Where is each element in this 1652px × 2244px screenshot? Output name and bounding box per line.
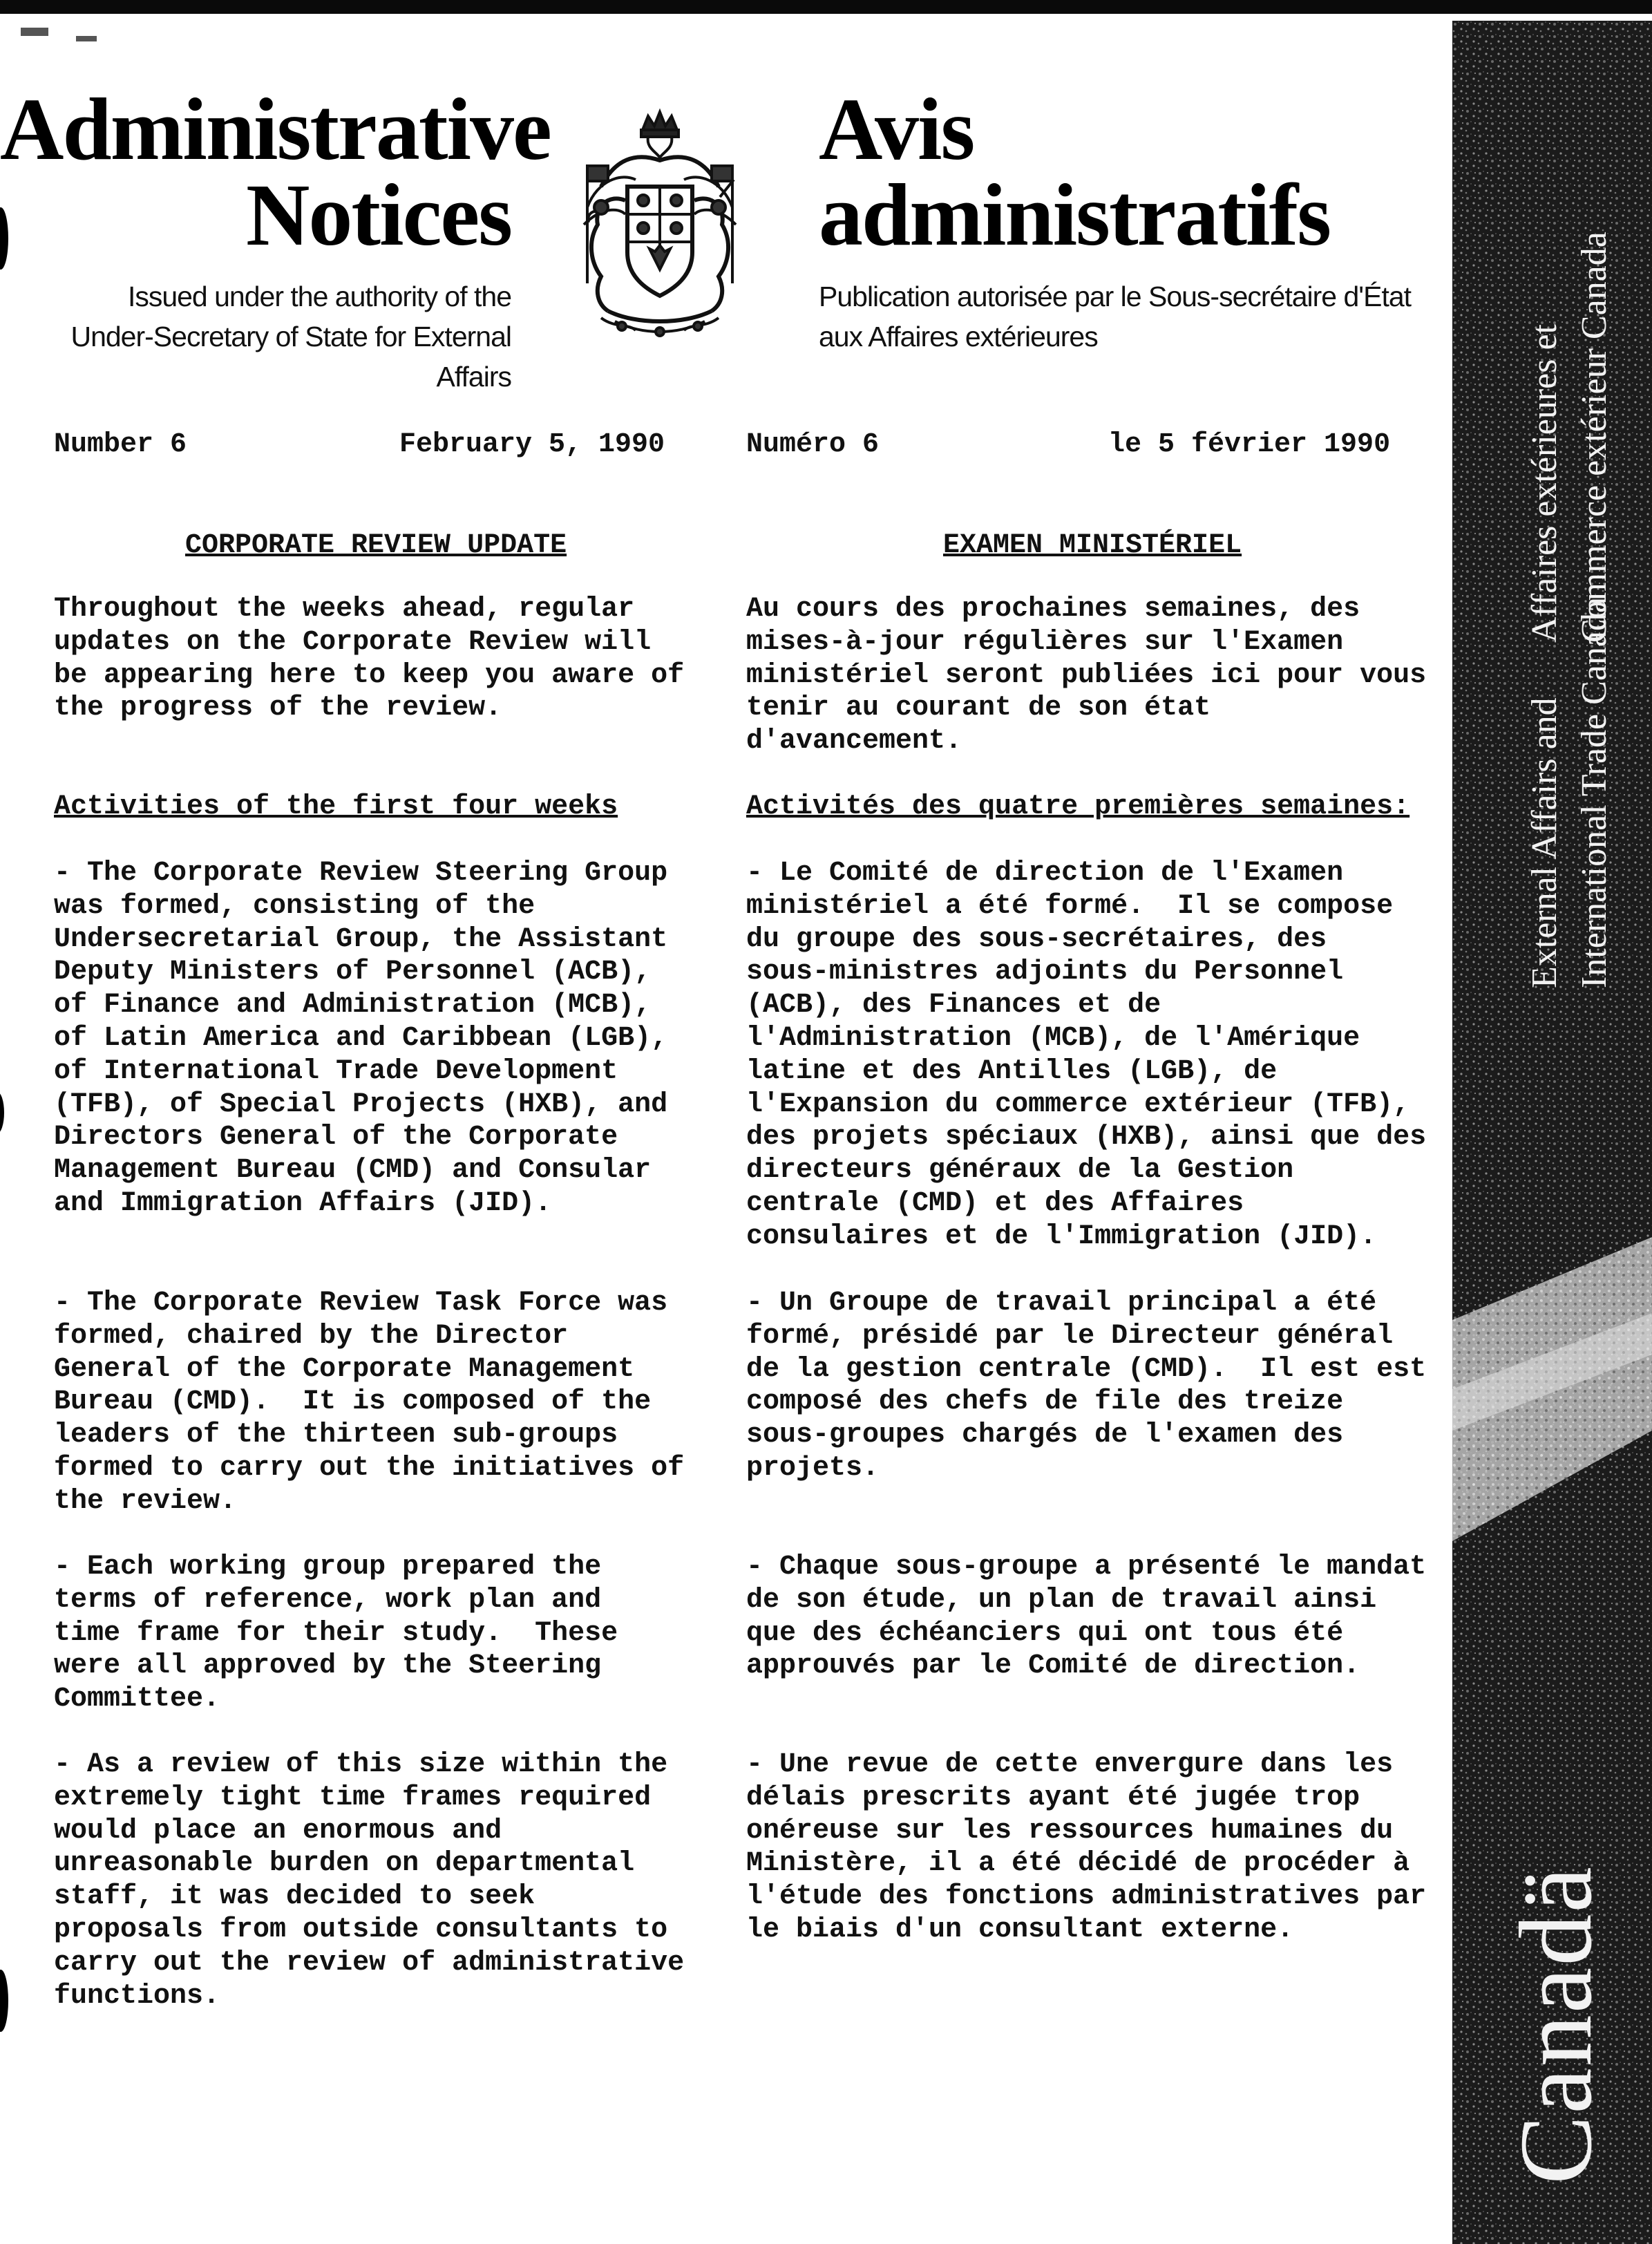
side-banner [1452, 21, 1652, 2244]
banner-text-line3: External Affairs and [1525, 697, 1564, 988]
punch-hole-mark [0, 1970, 8, 2032]
subtitle-english-line1: Issued under the authority of the [127, 281, 511, 312]
scan-speck [21, 28, 48, 36]
english-item-4: - As a review of this size within the extremely tight time frames required would place an enormous and unreasonable burden on departmental staff, it was decided to seek proposals from outside consultants to carry out the review of administrative functions. [54, 1749, 685, 2012]
title-french [819, 80, 1330, 264]
english-item-3: - Each working group prepared the terms of reference, work plan and time frame for their study. These were all approved by the Steering Committee. [54, 1552, 618, 1715]
english-item-2: - The Corporate Review Task Force was formed, chaired by the Director General of the Corporate Management Bureau (CMD). It is composed of the leaders of the thirteen sub-groups formed to carry out the initiatives of the review. [54, 1288, 685, 1517]
subtitle-french [819, 276, 1411, 357]
coat-of-arms-icon [560, 104, 760, 339]
punch-hole-mark [0, 1092, 4, 1133]
issue-date-english: February 5, 1990 [399, 429, 665, 460]
title-english [0, 80, 551, 264]
subtitle-english [0, 276, 511, 397]
french-intro: Au cours des prochaines semaines, des mises-à-jour régulières sur l'Examen ministériel seront publiées ici pour vous tenir au courant de son état d'avancement. [746, 594, 1427, 757]
issue-date-french: le 5 février 1990 [1108, 429, 1391, 460]
english-heading: CORPORATE REVIEW UPDATE [185, 530, 567, 561]
english-item-1: - The Corporate Review Steering Group was formed, consisting of the Undersecretarial Group, the Assistant Deputy Ministers of Personnel (ACB), of Finance and Administration (MCB), of Latin America and Caribbean (LGB), of International Trade Development (TFB), of Special Projects (HXB), and Directors General of the Corporate Management Bureau (CMD) and Consular and Immigration Affairs (JID). [54, 858, 668, 1219]
title-french-line2: administratifs [819, 166, 1330, 264]
issue-number-french: Numéro 6 [746, 429, 880, 460]
title-english-line2: Notices [245, 166, 511, 264]
french-item-2: - Un Groupe de travail principal a été formé, présidé par le Directeur général de la gestion centrale (CMD). Il est est composé des chefs de file des treize sous-groupes chargés de l'examen des projets. [746, 1288, 1427, 1484]
english-intro: Throughout the weeks ahead, regular updates on the Corporate Review will be appearing here to keep you aware of the progress of the review. [54, 594, 685, 724]
scan-top-border [0, 0, 1652, 14]
title-english-line1: Administrative [0, 80, 551, 178]
canada-wordmark: Canadä [1499, 1865, 1613, 2185]
subtitle-english-line2: Under-Secretary of State for External Affairs [70, 321, 511, 393]
french-item-3: - Chaque sous-groupe a présenté le mandat de son étude, un plan de travail ainsi que des échéanciers qui ont tous été approuvés par le Comité de direction. [746, 1552, 1427, 1682]
french-subheading: Activités des quatre premières semaines: [746, 791, 1410, 822]
banner-text-line1: Affaires extérieures et [1525, 323, 1564, 643]
subtitle-french-line2: aux Affaires extérieures [819, 321, 1098, 352]
scan-speck [76, 36, 97, 41]
french-item-4: - Une revue de cette envergure dans les délais prescrits ayant été jugée trop onéreuse sur les ressources humaines du Ministère, il a été décidé de procéder à l'étude des fonctions administratives par le biais d'un consultant externe. [746, 1749, 1427, 1945]
subtitle-french-line1: Publication autorisée par le Sous-secrétaire d'État [819, 281, 1412, 312]
banner-text-line2: Commerce extérieur Canada [1575, 232, 1614, 643]
english-subheading: Activities of the first four weeks [54, 791, 618, 822]
title-french-line1: Avis [819, 80, 974, 178]
french-heading: EXAMEN MINISTÉRIEL [943, 530, 1242, 561]
issue-number-english: Number 6 [54, 429, 187, 460]
banner-text-line4: International Trade Canada [1575, 596, 1614, 988]
french-item-1: - Le Comité de direction de l'Examen ministériel a été formé. Il se compose du groupe des sous-secrétaires, des sous-ministres adjoints du Personnel (ACB), des Finances et de l'Administration (MCB), de l'Amérique latine et des Antilles (LGB), de l'Expansion du commerce extérieur (TFB), des projets spéciaux (HXB), ainsi que des directeurs généraux de la Gestion centrale (CMD) et des Affaires consulaires et de l'Immigration (JID). [746, 858, 1427, 1252]
